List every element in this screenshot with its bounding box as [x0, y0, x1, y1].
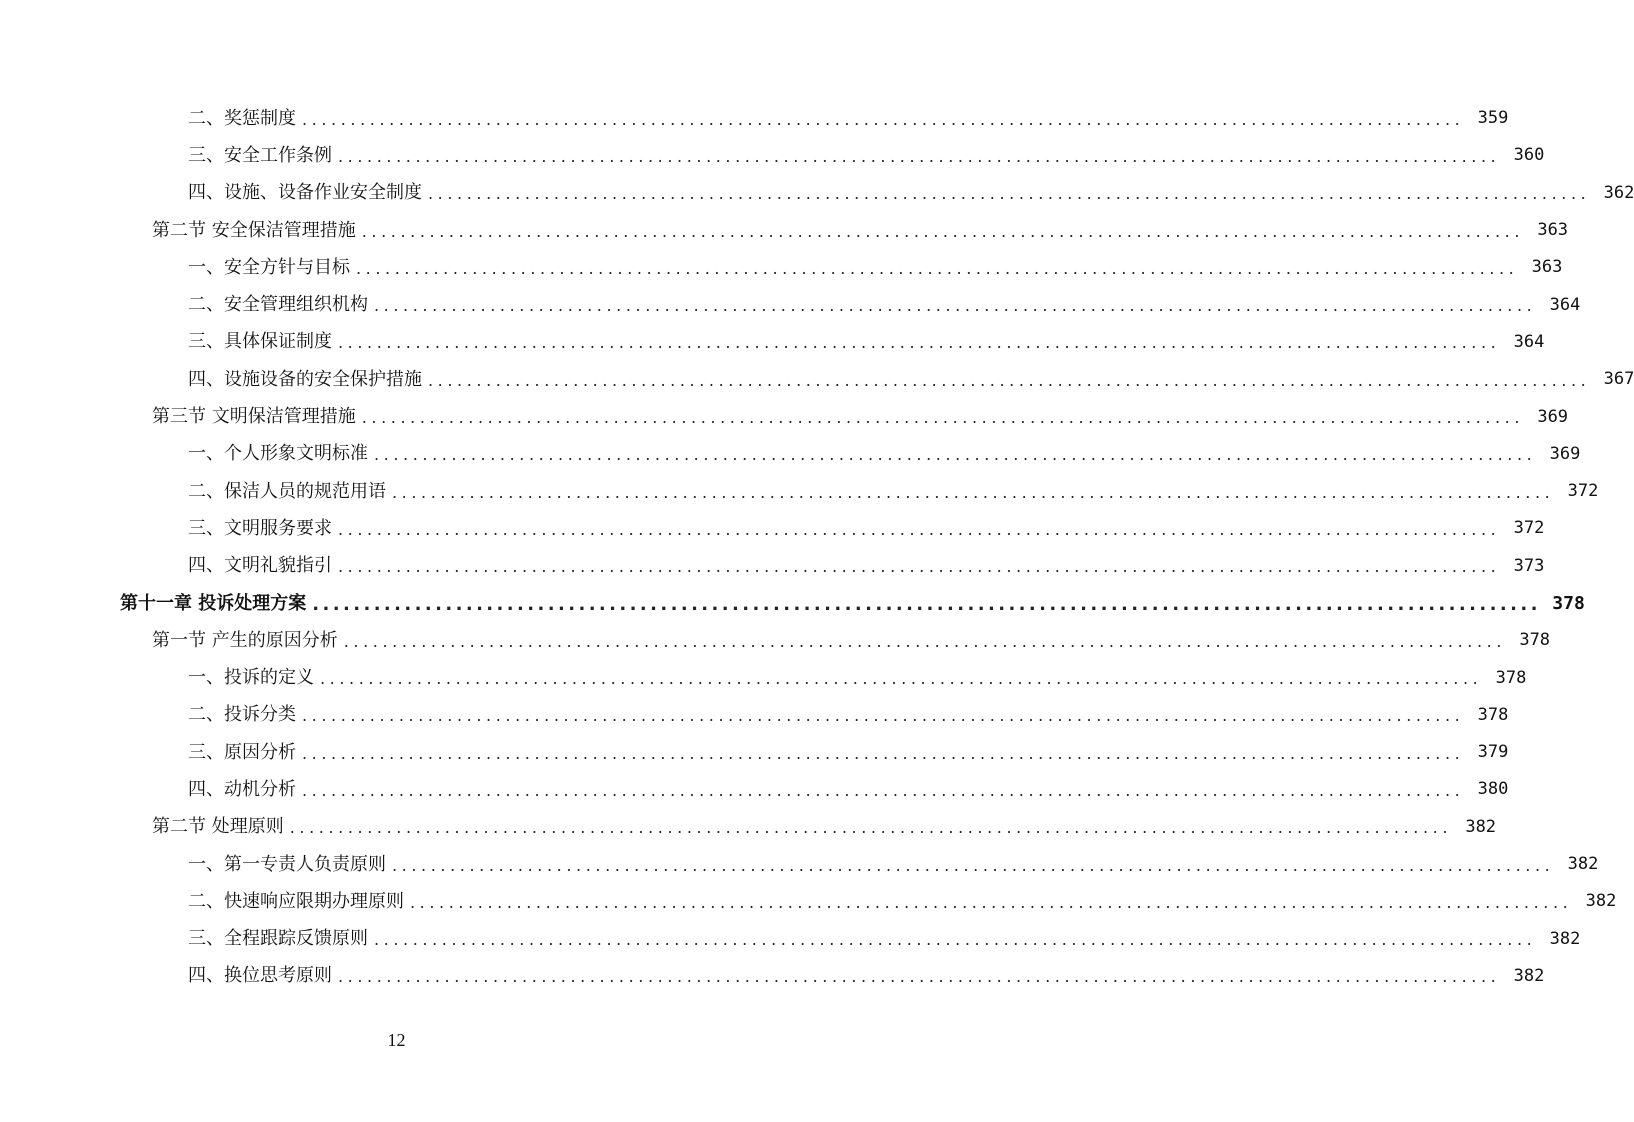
toc-entry-page: 382 [1513, 965, 1545, 986]
toc-subsection-entry[interactable] [0, 100, 1509, 137]
toc-entry-title: 二、投诉分类 [188, 704, 296, 726]
toc-entry-title: 第一节 产生的原因分析 [152, 629, 338, 651]
toc-subsection-entry[interactable] [0, 249, 1563, 286]
toc-entry-title: 第二节 处理原则 [152, 816, 284, 838]
toc-entry-title: 三、原因分析 [188, 741, 296, 763]
toc-entry-page: 362 [1603, 182, 1634, 203]
toc-subsection-entry[interactable] [0, 958, 1545, 995]
toc-entry-page: 378 [1519, 630, 1551, 651]
toc-entry-title: 一、个人形象文明标准 [188, 443, 368, 465]
toc-entry-page: 360 [1513, 145, 1545, 166]
table-of-contents [0, 100, 1634, 995]
toc-section-entry[interactable] [0, 212, 1569, 249]
toc-entry-title: 四、文明礼貌指引 [188, 555, 332, 577]
toc-entry-title: 四、动机分析 [188, 778, 296, 800]
toc-entry-title: 三、具体保证制度 [188, 331, 332, 353]
toc-entry-page: 363 [1537, 220, 1569, 241]
toc-dot-leader: ........................................................................................................................ [361, 408, 1525, 428]
toc-entry-page: 373 [1513, 555, 1545, 576]
toc-entry-page: 378 [1495, 667, 1527, 688]
toc-subsection-entry[interactable] [0, 659, 1527, 696]
toc-entry-page: 379 [1477, 742, 1509, 763]
toc-entry-title: 四、设施设备的安全保护措施 [188, 368, 422, 390]
toc-subsection-entry[interactable] [0, 548, 1545, 585]
toc-entry-page: 372 [1513, 518, 1545, 539]
toc-dot-leader: ........................................................................................................................ [343, 631, 1507, 651]
toc-entry-title: 二、快速响应限期办理原则 [188, 890, 404, 912]
toc-entry-title: 第三节 文明保洁管理措施 [152, 406, 356, 428]
toc-entry-title: 一、第一专责人负责原则 [188, 853, 386, 875]
toc-dot-leader: ........................................................................................................................ [302, 109, 1465, 129]
toc-dot-leader: ........................................................................................................................ [338, 146, 1501, 166]
toc-dot-leader: ........................................................................................................................ [302, 706, 1465, 726]
toc-dot-leader: ........................................................................................................................ [302, 743, 1465, 763]
toc-dot-leader: ........................................................................................................................ [302, 780, 1465, 800]
toc-entry-title: 四、设施、设备作业安全制度 [188, 182, 422, 204]
toc-entry-page: 369 [1537, 406, 1569, 427]
toc-subsection-entry[interactable] [0, 473, 1599, 510]
toc-entry-page: 380 [1477, 779, 1509, 800]
toc-entry-title: 四、换位思考原则 [188, 965, 332, 987]
toc-dot-leader: ........................................................................................................................ [428, 184, 1591, 204]
toc-entry-page: 364 [1513, 331, 1545, 352]
toc-entry-title: 二、安全管理组织机构 [188, 294, 368, 316]
toc-dot-leader: ........................................................................................................................ [410, 892, 1573, 912]
toc-subsection-entry[interactable] [0, 436, 1581, 473]
toc-subsection-entry[interactable] [0, 510, 1545, 547]
toc-subsection-entry[interactable] [0, 734, 1509, 771]
toc-entry-page: 382 [1585, 891, 1617, 912]
toc-dot-leader: ........................................................................................................................ [338, 519, 1501, 539]
toc-dot-leader: ........................................................................................................................ [338, 557, 1501, 577]
toc-dot-leader: ........................................................................................................................ [374, 930, 1537, 950]
toc-subsection-entry[interactable] [0, 137, 1545, 174]
toc-dot-leader: ........................................................................................................................ [374, 445, 1537, 465]
toc-section-entry[interactable] [0, 809, 1497, 846]
toc-subsection-entry[interactable] [0, 771, 1509, 808]
toc-dot-leader: ........................................................................................................................ [428, 370, 1591, 390]
toc-entry-title: 第二节 安全保洁管理措施 [152, 219, 356, 241]
toc-entry-page: 367 [1603, 369, 1634, 390]
toc-entry-title: 第十一章 投诉处理方案 [120, 592, 307, 614]
toc-entry-page: 369 [1549, 443, 1581, 464]
toc-dot-leader: ........................................................................................................................ [361, 221, 1525, 241]
page-number: 12 [387, 1030, 406, 1050]
toc-subsection-entry[interactable] [0, 883, 1617, 920]
toc-section-entry[interactable] [0, 622, 1551, 659]
toc-dot-leader: ........................................................................................................................ [392, 482, 1555, 502]
toc-entry-page: 382 [1567, 854, 1599, 875]
toc-section-entry[interactable] [0, 398, 1569, 435]
toc-entry-page: 363 [1531, 257, 1563, 278]
toc-entry-page: 364 [1549, 294, 1581, 315]
toc-subsection-entry[interactable] [0, 921, 1581, 958]
toc-entry-title: 三、全程跟踪反馈原则 [188, 928, 368, 950]
toc-entry-title: 一、投诉的定义 [188, 667, 314, 689]
toc-entry-page: 378 [1477, 704, 1509, 725]
toc-dot-leader: ........................................................................................................................ [320, 669, 1483, 689]
toc-dot-leader: ........................................................................................................................ [374, 296, 1537, 316]
toc-entry-page: 382 [1549, 928, 1581, 949]
toc-entry-page: 382 [1465, 816, 1497, 837]
toc-dot-leader: ........................................................................................................................ [289, 818, 1453, 838]
toc-dot-leader: ........................................................................................................................ [338, 333, 1501, 353]
toc-dot-leader: ........................................................................................................................ [338, 967, 1501, 987]
toc-chapter-entry[interactable] [0, 585, 1585, 622]
toc-entry-title: 二、奖惩制度 [188, 107, 296, 129]
toc-subsection-entry[interactable] [0, 361, 1634, 398]
toc-dot-leader: ........................................................................................................................ [356, 258, 1519, 278]
toc-dot-leader: ........................................................................................................................ [392, 855, 1555, 875]
toc-subsection-entry[interactable] [0, 846, 1599, 883]
toc-subsection-entry[interactable] [0, 324, 1545, 361]
toc-entry-page: 372 [1567, 481, 1599, 502]
toc-entry-title: 一、安全方针与目标 [188, 256, 350, 278]
toc-entry-page: 378 [1552, 592, 1585, 614]
toc-entry-title: 三、安全工作条例 [188, 144, 332, 166]
toc-entry-title: 二、保洁人员的规范用语 [188, 480, 386, 502]
toc-subsection-entry[interactable] [0, 175, 1634, 212]
toc-subsection-entry[interactable] [0, 286, 1581, 323]
toc-entry-title: 三、文明服务要求 [188, 517, 332, 539]
toc-subsection-entry[interactable] [0, 697, 1509, 734]
toc-entry-page: 359 [1477, 108, 1509, 129]
toc-dot-leader: ........................................................................................................................ [312, 593, 1541, 615]
